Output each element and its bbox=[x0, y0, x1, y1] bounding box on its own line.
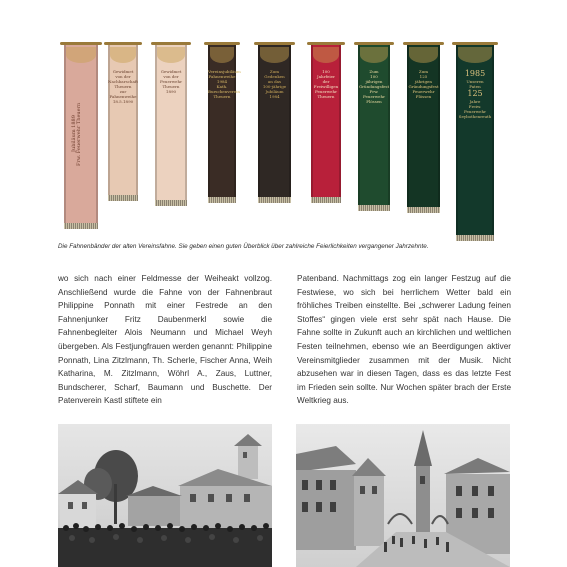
fahnenband-5 bbox=[258, 42, 291, 202]
banner-inscription bbox=[155, 69, 187, 94]
banner-inscription-line: Jahrfeier bbox=[317, 74, 335, 79]
banner-cloth bbox=[208, 45, 241, 197]
banner-inscription-line: 1985 bbox=[464, 69, 486, 78]
banner-inscription-line: Gründungsfest bbox=[408, 84, 439, 89]
banner-cloth bbox=[407, 45, 440, 207]
fahnenband-7 bbox=[358, 42, 390, 210]
fahnenband-6 bbox=[311, 42, 341, 202]
banner-inscription bbox=[456, 69, 494, 119]
banner-inscription-line: Plössen bbox=[366, 99, 382, 104]
banner-inscription-line: Gründungsfest bbox=[358, 84, 390, 89]
fahnenband-4 bbox=[208, 42, 241, 202]
banner-inscription-line: Vereinsjubiläum bbox=[208, 69, 241, 74]
banner-inscription-line: Jubiläum 1889 bbox=[71, 115, 77, 153]
banner-fringe bbox=[258, 197, 291, 203]
fahnenband-2 bbox=[108, 42, 138, 200]
banner-inscription-line: der bbox=[322, 79, 330, 84]
banner-fringe bbox=[64, 223, 98, 229]
banner-inscription bbox=[358, 69, 390, 104]
banner-inscription-line: 1984 bbox=[216, 79, 228, 84]
banner-fringe bbox=[358, 205, 390, 211]
banner-cloth bbox=[64, 45, 98, 223]
banner-inscription-line: Feuerwehr bbox=[412, 89, 435, 94]
banner-inscription-line: Frw. Feuerwehr Theuern bbox=[76, 102, 82, 166]
banner-fringe bbox=[155, 200, 187, 206]
banner-inscription-line: Zum bbox=[418, 69, 429, 74]
historic-photo-festival-crowd bbox=[58, 424, 272, 567]
text-column-left bbox=[58, 272, 272, 408]
banner-inscription-line: 125 bbox=[419, 74, 428, 79]
historic-photo-town-street bbox=[296, 424, 510, 567]
banner-fringe bbox=[208, 197, 236, 203]
banner-inscription-line: Paten bbox=[469, 84, 481, 89]
banner-inscription-line: Freiw. bbox=[468, 104, 482, 109]
banner-inscription bbox=[208, 69, 241, 99]
banner-inscription-line: Nachbarschaft bbox=[108, 79, 138, 84]
banner-inscription-line: Zum bbox=[369, 69, 379, 74]
banner-fringe bbox=[108, 195, 138, 201]
banner-inscription-line: Zum bbox=[269, 69, 280, 74]
banner-fringe bbox=[456, 235, 494, 241]
banner-inscription-line: Kath. Burschenverein bbox=[208, 84, 241, 94]
banner-cloth bbox=[456, 45, 494, 235]
banner-inscription-line: Unseren bbox=[466, 79, 484, 84]
banner-inscription-line: 1984 bbox=[269, 94, 280, 99]
banner-inscription-line: Theuern bbox=[162, 84, 180, 89]
banner-inscription-line: Jubiläum bbox=[265, 89, 284, 94]
banner-inscription-line: Freiwilligen bbox=[313, 84, 339, 89]
banner-inscription bbox=[311, 69, 341, 99]
banner-inscription-line: Gewidmet bbox=[112, 69, 134, 74]
banner-inscription-line: Jahre bbox=[469, 99, 481, 104]
photo-caption: Die Fahnenbänder der alten Vereinsfahne. Sie geben einen guten Überblick über zahlreiche Feierlichkeiten vergangener Jahrzehnte. bbox=[58, 243, 429, 250]
banner-emblem-icon bbox=[157, 47, 185, 63]
banner-inscription-line: Feuerwehr bbox=[159, 79, 183, 84]
banner-inscription-line: Plössen bbox=[415, 94, 432, 99]
banner-inscription-line: an das bbox=[267, 79, 282, 84]
banner-emblem-icon bbox=[260, 47, 289, 63]
banner-emblem-icon bbox=[458, 47, 492, 63]
banner-inscription-line: Feuerwehr bbox=[463, 109, 487, 114]
banner-inscription-line: Theuern bbox=[317, 94, 335, 99]
banner-emblem-icon bbox=[360, 47, 388, 63]
banner-inscription-line: 18.5.1890 bbox=[112, 99, 134, 104]
banner-inscription-line: Gedenken bbox=[264, 74, 285, 79]
banner-inscription-line: zur Fahnenweihe bbox=[109, 89, 137, 99]
banner-fringe bbox=[407, 207, 440, 213]
banner-emblem-icon bbox=[210, 47, 234, 63]
banner-inscription-line: 100-jährige bbox=[262, 84, 287, 89]
text-column-right bbox=[297, 272, 511, 408]
banner-inscription-line: von der bbox=[163, 74, 179, 79]
banner-inscription-line: jährigen bbox=[415, 79, 432, 84]
banner-inscription bbox=[258, 69, 291, 99]
banner-cloth bbox=[155, 45, 187, 200]
banner-inscription-line: Theuern bbox=[213, 94, 231, 99]
banner-cloth bbox=[108, 45, 138, 195]
banner-cloth bbox=[258, 45, 291, 197]
banner-photo bbox=[58, 40, 510, 240]
banner-inscription-line: Seybothenreuth bbox=[458, 114, 492, 119]
paragraph-right: Patenband. Nachmittags zog ein langer Festzug auf die Festwiese, wo sich bei herrlichem Wetter bald ein fröhliches Treiben einstellte. Bei „schwerer Ladung feinen Stoffes“ gingen viele erst sehr spät nach Hause. Die Fahne sollte in Zukunft auch an kirchlichen und weltlichen Festen teilnehmen, ebenso wie an Beerdigungen aktiver Vereinsmitglieder zusammen mit der Musik. Nicht abzusehen war in diesen Tagen, dass es das letzte Fest im Frieden sein sollte. Nur Wochen später brach der Erste Weltkrieg aus. bbox=[297, 274, 511, 406]
fahnenband-8 bbox=[407, 42, 440, 212]
banner-inscription bbox=[72, 55, 82, 213]
banner-inscription-line: Frw. Feuerwehr bbox=[362, 89, 386, 99]
banner-inscription-line: 1890 bbox=[165, 89, 177, 94]
banner-inscription-line: von der bbox=[115, 74, 131, 79]
festival-crowd-image bbox=[58, 424, 272, 567]
banner-inscription-line: jährigen bbox=[365, 79, 383, 84]
fahnenband-9 bbox=[456, 42, 494, 240]
banner-emblem-icon bbox=[409, 47, 438, 63]
banner-cloth bbox=[358, 45, 390, 205]
banner-inscription-line: 100 bbox=[370, 74, 378, 79]
banner-inscription bbox=[108, 69, 138, 104]
fahnenband-1 bbox=[64, 42, 98, 228]
banner-inscription-line: 100 bbox=[322, 69, 330, 74]
banner-inscription-line: Fahnenweihe bbox=[208, 74, 236, 79]
banner-inscription bbox=[407, 69, 440, 99]
banner-emblem-icon bbox=[313, 47, 339, 63]
banner-inscription-line: Feuerwehr bbox=[314, 89, 338, 94]
banner-inscription-line: 125 bbox=[467, 89, 483, 98]
banner-cloth bbox=[311, 45, 341, 197]
banner-fringe bbox=[311, 197, 341, 203]
town-street-image bbox=[296, 424, 510, 567]
banner-inscription-line: Gewidmet bbox=[160, 69, 182, 74]
banner-inscription-line: Theuern bbox=[114, 84, 132, 89]
paragraph-left: wo sich nach einer Feldmesse der Weiheakt vollzog. Anschließend wurde die Fahne von der Fahnenbraut Philippine Ponnath mit einer Festrede an den Fahnenjunker Fritz Daubenmerkl sowie die Fahnenbegleiter Alois Neumann und Michael Weyh übergeben. Als Festjungfrauen werden genannt: Philippine Ponnath, Lina Zitzlmann, Th. Scherle, Fischer Anna, Weih Katharina, M. Zitzlmann, Wöhrl A., Zaus, Luttner, Bundscherer, Scharf, Baumann und Buschette. Der Patenverein Kastl stiftete ein bbox=[58, 274, 272, 406]
banner-emblem-icon bbox=[110, 47, 136, 63]
fahnenband-3 bbox=[155, 42, 187, 205]
